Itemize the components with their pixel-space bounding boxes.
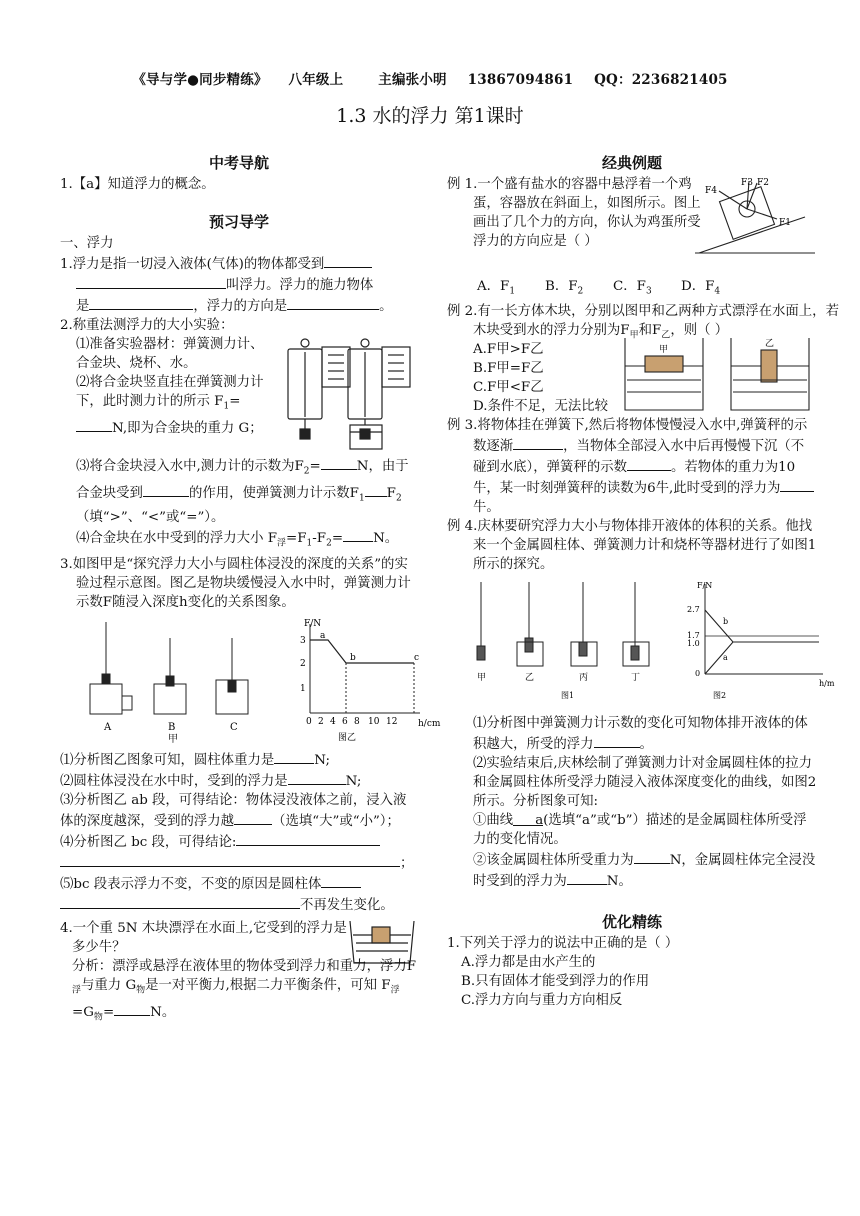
fig-label-jia: 甲 [168, 734, 178, 746]
blank[interactable] [274, 749, 314, 764]
blank[interactable] [634, 849, 670, 864]
example-4-figures [473, 580, 843, 708]
fig2-curve-b: b [723, 616, 729, 626]
graph-ytick: 1 [300, 684, 306, 695]
section-heading-practice: 优化精练 [601, 912, 662, 931]
example-2-options [473, 340, 623, 416]
option[interactable]: B.F甲=F乙 [473, 360, 544, 376]
right-column [447, 154, 839, 1010]
graph-xtick: 2 [318, 717, 324, 728]
fig2-ylabel: F/N [697, 580, 713, 590]
graph-xtick: 6 [342, 717, 348, 728]
q3-part2: ⑵圆柱体浸没在水中时，受到的浮力是 N; [60, 770, 418, 791]
option[interactable]: D.条件不足，无法比较 [473, 398, 609, 414]
example-4: 例 4.庆林要研究浮力大小与物体排开液体的体积的关系。他找来一个金属圆柱体、弹簧测力计和烧杯等器材进行了如图1所示的探究。 [447, 518, 817, 572]
fig2-ytick: 1.7 [687, 630, 700, 640]
ex4-part1: ⑴分析图中弹簧测力计示数的变化可知物体排开液体的体积越大，所受的浮力 。 [473, 715, 808, 752]
graph-ylabel: F/N [304, 619, 322, 630]
graph-xtick: 0 [306, 717, 312, 728]
blank[interactable] [365, 482, 387, 497]
fig1-caption: 图1 [561, 690, 575, 700]
fig2-xlabel: h/m [819, 678, 835, 688]
graph-xtick: 4 [330, 717, 336, 728]
blank[interactable] [60, 852, 400, 867]
blank[interactable] [76, 274, 226, 289]
editor: 主编张小明 [378, 72, 447, 88]
page-title: 1.3 水的浮力 第1课时 [336, 105, 524, 127]
q3-part3: ⑶分析图乙 ab 段，可得结论：物体浸没液体之前，浸入液体的深度越深，受到的浮力越 （选填“大”或“小”）； [60, 793, 407, 830]
graph-xtick: 8 [354, 717, 360, 728]
fig-label-a: A [104, 722, 112, 734]
question-1: 1.浮力是指一切浸入液体(气体)的物体都受到 叫浮力。浮力的施力物体 是 ，浮力的方向是 。 [60, 253, 418, 316]
q3-part1: ⑴分析图乙图象可知，圆柱体重力是 N; [60, 749, 418, 770]
graph-ytick: 3 [300, 636, 306, 647]
blank[interactable] [343, 527, 373, 542]
blank[interactable] [287, 295, 379, 310]
qq: QQ：2236821405 [594, 72, 728, 88]
option[interactable]: C.F甲<F乙 [473, 379, 544, 395]
fig-label-jia: 甲 [659, 344, 669, 355]
force-f1: F1 [779, 218, 791, 228]
graph-xlabel: h/cm [418, 719, 441, 730]
fig2-caption: 图2 [713, 690, 727, 700]
graph-xtick: 10 [368, 717, 380, 728]
page-header [0, 68, 860, 88]
blank[interactable] [780, 477, 814, 492]
example-1-options [447, 277, 817, 302]
graph-ytick: 2 [300, 659, 306, 670]
grade: 八年级上 [288, 72, 344, 88]
ex4-part2b: ②该金属圆柱体所受重力为 N，金属圆柱体完全浸没时受到的浮力为 N。 [473, 849, 817, 891]
blank[interactable] [324, 253, 372, 268]
example-1: 例 1.一个盛有盐水的容器中悬浮着一个鸡蛋，容器放在斜面上，如图所示。图上画出了几个力的方向，你认为鸡蛋所受浮力的方向应是（ ） F1 F2 F3 F4 [447, 175, 817, 277]
fig-label-c: C [230, 722, 238, 734]
blank[interactable] [513, 435, 563, 450]
blank[interactable] [627, 456, 671, 471]
q2-step3: ⑶将合金块浸入水中,测力计的示数为$F_2= N$，由于合金块受到 的作用，使弹簧测力计示数$F_1$ $F_2$（填“>”、“<”或“=”）。 [60, 455, 418, 527]
blank[interactable]: a [513, 811, 543, 826]
graph-caption: 图乙 [338, 733, 357, 744]
section-heading-preview: 预习导学 [208, 213, 269, 231]
blank[interactable] [114, 1001, 150, 1016]
option[interactable]: B.只有固体才能受到浮力的作用 [461, 973, 650, 989]
example-4-questions [447, 714, 817, 891]
option[interactable]: C.浮力方向与重力方向相反 [461, 992, 623, 1008]
option[interactable]: A.F甲>F乙 [473, 341, 544, 357]
blank[interactable] [143, 482, 189, 497]
example-2: 例 2.有一长方体木块，分别以图甲和乙两种方式漂浮在水面上，若木块受到水的浮力分别为$F_甲$和$F_乙$，则（ ） A.F甲>F乙 B.F甲=F乙 C.F甲<F乙 D.条件不足，无法比较 甲 乙 [447, 303, 839, 414]
q3-part4: ⑷分析图乙 bc 段，可得结论: ； [60, 831, 418, 873]
graph-point-b: b [350, 653, 356, 664]
ex4-part2a: ①曲线 a(选填“a”或“b”）描述的是金属圆柱体所受浮力的变化情况。 [473, 812, 807, 847]
option[interactable]: A．$F_1$ [477, 279, 516, 297]
option[interactable]: C．$F_3$ [613, 279, 652, 297]
fig-label-bing: 丙 [579, 672, 589, 683]
q4-analysis: 分析：漂浮或悬浮在液体里的物体受到浮力和重力，浮力$F_浮$与重力 $G_物$是一对平衡力,根据二力平衡条件，可知 $F_浮=G_物= N$。 [72, 959, 417, 1023]
q2-step4: ⑷合金块在水中受到的浮力大小 $F_浮=F_1-F_2= N$。 [60, 527, 418, 554]
fig-label-ding: 丁 [631, 672, 641, 683]
blank[interactable] [234, 810, 272, 825]
exam-guide-item: 1.【a】知道浮力的概念。 [60, 177, 215, 192]
section-heading-exam-guide: 中考导航 [208, 154, 269, 172]
wood-block-figure [623, 336, 813, 414]
fig-label-yi: 乙 [765, 338, 775, 349]
q2-text: ⑴准备实验器材：弹簧测力计、合金块、烧杯、水。 ⑵将合金块竖直挂在弹簧测力计下，此时测力计的所示 $F_1=N$,即为合金块的重力 G； [76, 337, 264, 436]
fig-label-jia: 甲 [477, 672, 487, 683]
blank[interactable] [594, 733, 640, 748]
phone: 13867094861 [467, 72, 574, 88]
fig2-graph [687, 581, 835, 700]
graph-xtick: 12 [386, 717, 398, 728]
option[interactable]: B．$F_2$ [545, 279, 584, 297]
option[interactable]: A.浮力都是由水产生的 [461, 954, 596, 970]
ex4-part2: ⑵实验结束后,庆林绘制了弹簧测力计对金属圆柱体的拉力和金属圆柱体所受浮力随浸入液体深度变化的曲线，如图2 所示。分析图象可知: [473, 755, 817, 809]
q3-part5: ⑸bc 段表示浮力不变，不变的原因是圆柱体 不再发生变化。 [60, 873, 418, 915]
example-3: 例 3.将物体挂在弹簧下,然后将物体慢慢浸入水中,弹簧秤的示数逐渐 ，当物体全部浸入水中后再慢慢下沉（不碰到水底），弹簧秤的示数 。若物体的重力为10牛，某一时刻弹簧秤的读数为6牛,此时受到的浮力为牛。 [447, 416, 817, 517]
question-3-figure [60, 618, 441, 746]
force-f2: F2 [757, 178, 769, 188]
section-heading-examples: 经典例题 [601, 154, 662, 172]
fig-label-b: B [168, 722, 176, 734]
fig2-curve-a: a [723, 652, 728, 662]
blank[interactable] [236, 831, 380, 846]
graph-yi [300, 619, 441, 743]
practice-question-1: 1.下列关于浮力的说法中正确的是（ ） [447, 935, 679, 951]
left-column [60, 154, 441, 1023]
fig-label-yi: 乙 [525, 672, 535, 683]
egg-incline-figure [695, 175, 817, 257]
question-4: 4.一个重 5N 木块漂浮在水面上,它受到的浮力是多少牛？ 分析：漂浮或悬浮在液体里的物体受到浮力和重力，浮力$F_浮$与重力 $G_物$是一对平衡力,根据二力平衡条件，可知 $F_浮=G_物= N$。 [60, 919, 418, 1023]
graph-point-c: c [414, 653, 420, 664]
force-f4: F4 [705, 186, 717, 196]
blank[interactable] [76, 417, 112, 432]
option[interactable]: D．$F_4$ [681, 279, 721, 297]
question-3: 3.如图甲是“探究浮力大小与圆柱体浸没的深度的关系”的实验过程示意图。图乙是物块缓慢浸入水中时，弹簧测力计示数F随浸入深度h变化的关系图象。 [60, 557, 411, 611]
blank[interactable] [321, 455, 357, 470]
spring-scale-figure [270, 337, 420, 451]
blank[interactable] [288, 770, 346, 785]
blank[interactable] [89, 295, 193, 310]
graph-point-a: a [320, 631, 326, 642]
blank[interactable] [567, 870, 607, 885]
blank[interactable] [60, 894, 300, 909]
fig2-origin: 0 [695, 668, 701, 678]
subsection-buoyancy: 一、浮力 [60, 236, 114, 251]
blank[interactable] [321, 873, 361, 888]
fig2-ytick: 2.7 [687, 604, 700, 614]
force-f3: F3 [741, 178, 753, 188]
fig2-ytick: 1.0 [687, 638, 700, 648]
question-2-body [60, 335, 418, 455]
book-title: 《导与学●同步精练》 [132, 72, 268, 88]
question-2: 2.称重法测浮力的大小实验： [60, 318, 234, 333]
